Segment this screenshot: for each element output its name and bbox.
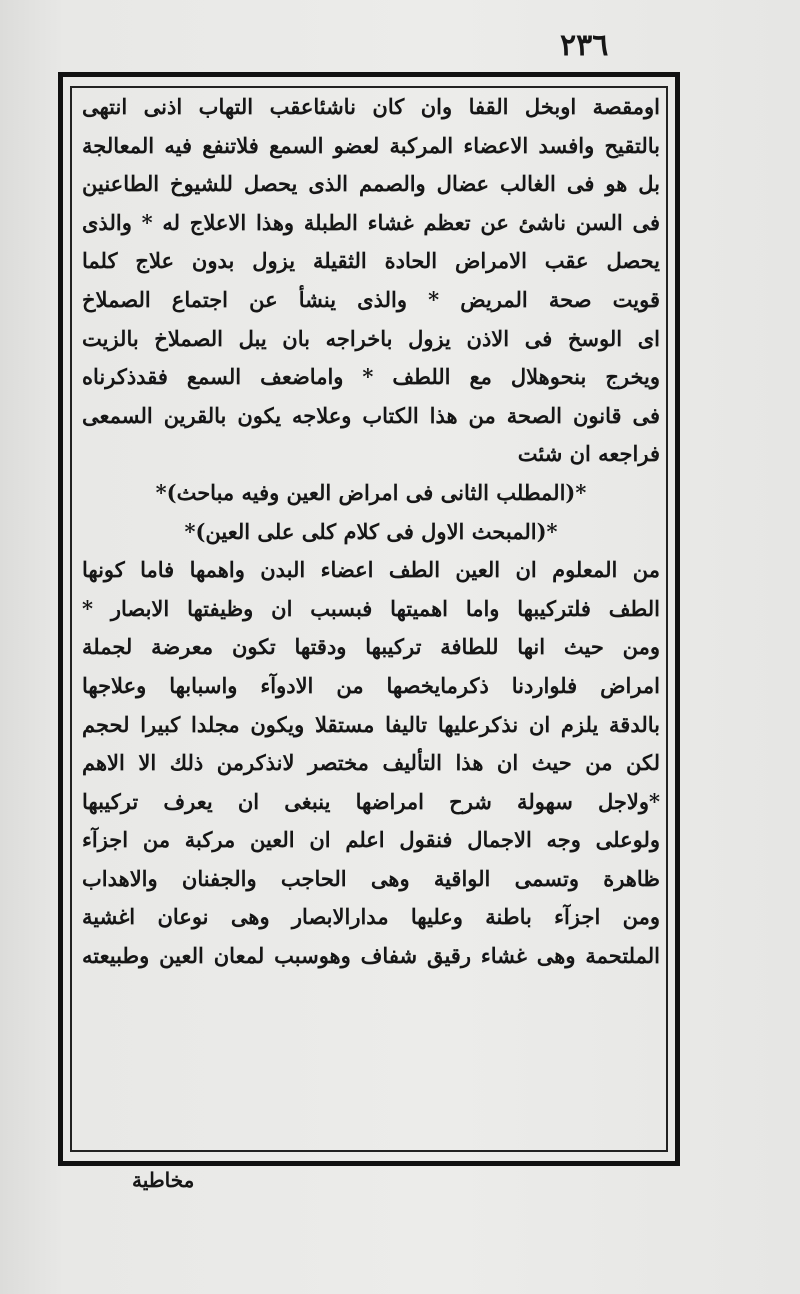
text-line: الطف فلتركيبها واما اهميتها فبسبب ان وظيفتها الابصار * [82,595,660,621]
text-line: اى الوسخ فى الاذن يزول باخراجه بان يبل الصملاخ بالزيت [82,325,660,351]
text-line: بالتقيح وافسد الاعضاء المركبة لعضو السمع فلاتنفع فيه المعالجة [82,132,660,158]
text-line: ويخرج بنحوهلال مع اللطف * واماضعف السمع فقدذكرناه [82,364,660,390]
main-text-block [82,88,660,976]
text-line: الملتحمة وهى غشاء رقيق شفاف وهوسبب لمعان العين وطبيعته [82,943,660,969]
text-line: لكن من حيث ان هذا التأليف مختصر لانذكرمن ذلك الا الاهم [82,750,660,776]
text-line: فى قانون الصحة من هذا الكتاب وعلاجه يكون بالقرين السمعى [82,402,660,428]
text-line: فى السن ناشئ عن تعظم غشاء الطبلة وهذا الاعلاج له * والذى [82,209,660,235]
text-line: امراض فلواردنا ذكرمايخصها من الادوآء واسبابها وعلاجها [82,672,660,698]
text-line: من المعلوم ان العين الطف اعضاء البدن واهمها فاما كونها [82,557,660,583]
text-line: ظاهرة وتسمى الواقية وهى الحاجب والجفنان والاهداب [82,865,660,891]
text-line: بالدقة يلزم ان نذكرعليها تاليفا مستقلا ويكون مجلدا كبيرا لحجم [82,711,660,737]
page-number: ٢٣٦ [560,28,609,63]
text-line: فراجعه ان شئت [517,441,660,467]
subsection-heading: *(المبحث الاول فى كلام كلى على العين)* [184,518,558,544]
text-line: *ولاجل سهولة شرح امراضها ينبغى ان يعرف تركيبها [82,788,660,814]
text-line: ومن اجزآء باطنة وعليها مدارالابصار وهى نوعان اغشية [82,904,660,930]
text-line: بل هو فى الغالب عضال والصمم الذى يحصل للشيوخ الطاعنين [82,171,660,197]
text-line: اومقصة اوبخل القفا وان كان ناشئاعقب التهاب اذنى انتهى [82,94,660,119]
text-line: قويت صحة المريض * والذى ينشأ عن اجتماع الصملاخ [82,286,660,312]
text-line: يحصل عقب الامراض الحادة الثقيلة يزول بدون علاج كلما [82,248,660,274]
catchword: مخاطية [132,1168,195,1192]
section-heading: *(المطلب الثانى فى امراض العين وفيه مباحث)* [155,479,587,505]
text-line: ولوعلى وجه الاجمال فنقول اعلم ان العين مركبة من اجزآء [82,827,660,853]
text-line: ومن حيث انها للطافة تركيبها ودقتها تكون معرضة لجملة [82,634,660,660]
